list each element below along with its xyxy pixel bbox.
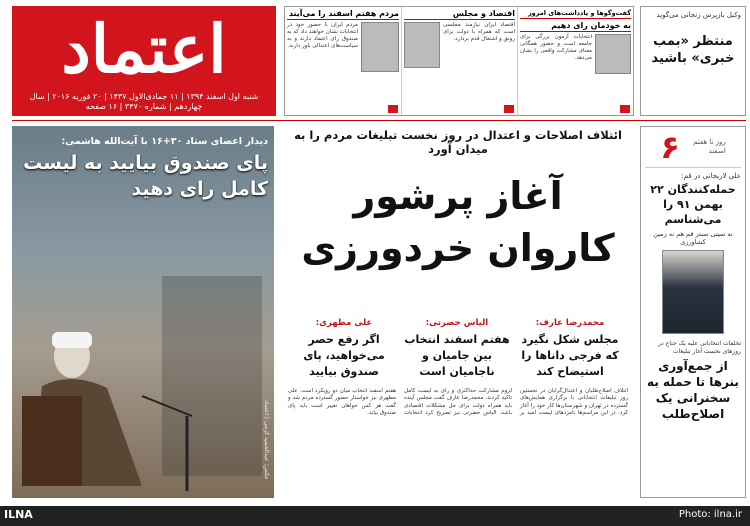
election-countdown (645, 128, 741, 168)
agency-logo: ILNA (4, 508, 33, 521)
teaser-title: اقتصاد و مجلس (404, 9, 515, 20)
side-headline-2[interactable]: از جمع‌آوری بنرها تا حمله به سخنرانی یک اصلاح‌طلب (647, 359, 739, 421)
newspaper-logo: اعتماد (61, 10, 227, 88)
author-photo (595, 34, 631, 74)
side-headline[interactable]: حمله‌کنندگان ۲۲ بهمن ۹۱ را می‌شناسم (650, 183, 736, 226)
teaser-headline: منتظر «بمب خبری» باشید (651, 34, 735, 66)
top-right-teaser[interactable] (640, 6, 746, 116)
sub-story-3[interactable] (290, 318, 398, 380)
sub-headline: مجلس شکل نگیرد که فرجی دانا‌ها را استیضاح کند (521, 333, 619, 378)
teaser-section-label: گفت‌وگوها و یادداشت‌های امروز (520, 9, 631, 19)
sub-headline: هفتم اسفند انتخاب بین جامیان و ناجامیان است (404, 333, 510, 378)
teaser-title: مردم هفتم اسفند را می‌آیند (288, 9, 399, 18)
teaser-text: مردم ایران با حضور خود در انتخابات نشان خواهند داد که به صندوق رای اعتماد دارند و به سیاست‌های اعتدالی باور دارند. (287, 22, 358, 49)
teaser-kicker: وکیل‌ بازپرس زنجانی می‌گوید (656, 11, 741, 19)
sub-kicker: علی مطهری: (315, 318, 373, 328)
sub-kicker: محمدرضا عارف: (535, 318, 605, 328)
teaser-text: انتخابات آزمون بزرگی برای جامعه است و حضور همگانی معنای مشارکت واقعی را نشان می‌دهد. (520, 34, 592, 61)
author-photo (404, 22, 440, 68)
sub-story-1[interactable] (516, 318, 624, 380)
teaser-column-2[interactable] (401, 7, 517, 115)
photo-kicker: دیدار اعضای ستاد ۳۰+۱۶ با آیت‌الله هاشمی: (61, 136, 268, 147)
side-subline: نه سیتی سنتر قم هم نه زمین کشاورزی (653, 230, 733, 246)
watermark-bar (0, 506, 750, 526)
teaser-column-3[interactable] (517, 7, 633, 115)
page-badge (620, 105, 630, 113)
side-kicker: علی لاریجانی در قم: (681, 172, 741, 180)
sub-story-2[interactable] (403, 318, 511, 380)
countdown-number: ۶ (660, 128, 680, 166)
photo-credit: عکس: عبدالحمید کرمی | اعتماد (263, 400, 270, 480)
countdown-label: روز تا هفتم اسفند (693, 138, 726, 155)
teaser-text: اقتصاد ایران نیازمند مجلسی است که همراه با دولت برای رونق و اشتغال قدم بردارد. (443, 22, 515, 42)
main-headline[interactable]: آغاز پرشور کاروان خردورزی (301, 174, 615, 270)
sub-headline: اگر رفع حصر می‌خواهید، پای صندوق بیایید (303, 333, 385, 378)
side-photo (662, 250, 724, 334)
main-body-text: ائتلاف اصلاح‌طلبان و اعتدال‌گرایان در نخستین روز تبلیغات انتخاباتی با برگزاری همایش‌های گسترده در تهران و شهرستان‌ها کار خود را آغاز کرد. در این مراسم‌ها نامزدهای لیست امید بر لزوم مشارکت حداکثری و رای به لیست کامل تاکید کردند. محمدرضا عارف گفت مجلس آینده باید همراه دولت برای حل مشکلات اقتصادی باشد. الیاس حضرتی نیز تصریح کرد انتخابات هفتم اسفند انتخاب میان دو رویکرد است. علی مطهری نیز خواستار حضور گسترده مردم شد و گفت هر کس خواهان تغییر است باید پای صندوق بیاید. (288, 388, 628, 416)
sub-kicker: الیاس حضرتی: (425, 318, 489, 328)
teaser-column-1[interactable] (285, 7, 401, 115)
author-photo (361, 22, 399, 72)
teaser-title: به خودمان رای دهیم (520, 21, 631, 32)
page-badge (388, 105, 398, 113)
right-column (640, 126, 746, 498)
side-kicker-2: تخلفات انتخاباتی علیه یک جناح در روزهای نخست آغاز تبلیغات (657, 340, 741, 355)
top-teaser-panel (284, 6, 634, 116)
photo-headline[interactable]: پای صندوق بیایید به لیست کامل رای دهید (23, 152, 268, 200)
main-kicker: ائتلاف اصلاحات و اعتدال در روز نخست تبلیغات مردم را به میدان آورد (294, 128, 622, 156)
page-badge (504, 105, 514, 113)
masthead-date-line: شنبه اول اسفند ۱۳۹۴ | ۱۱ جمادی‌الاول ۱۴۳۷ | ۲۰ فوریه ۲۰۱۶ | سال چهاردهم | شماره ۳۴۷۰ | ۱۶ صفحه (29, 92, 259, 111)
footer-photo-credit: Photo: ilna.ir (678, 509, 742, 520)
divider (12, 120, 746, 121)
